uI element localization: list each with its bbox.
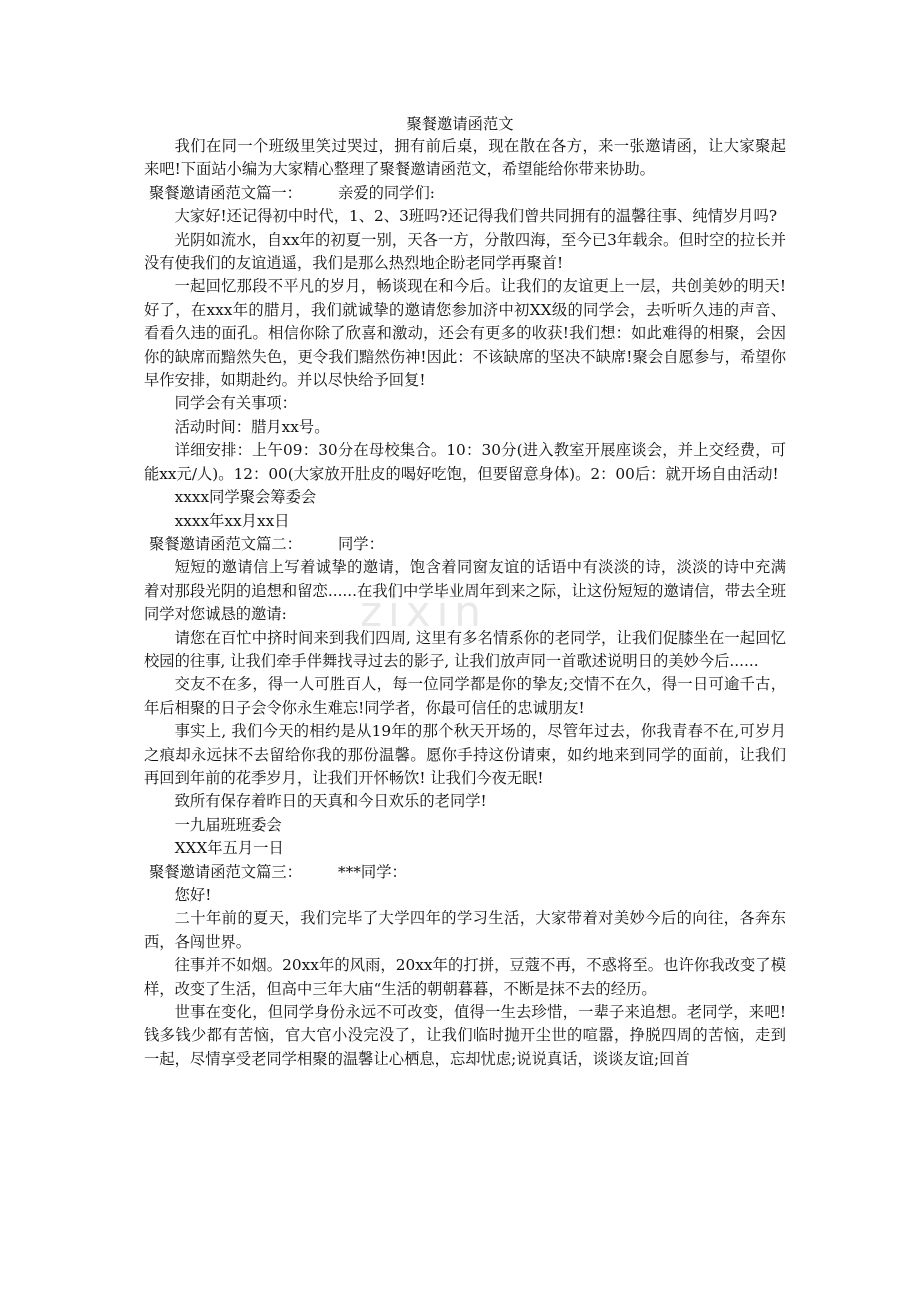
paragraph: 详细安排：上午09：30分在母校集合。10：30分(进入教室开展座谈会，并上交经费，可能xx元/人)。12：00(大家放开肚皮的喝好吃饱，但要留意身体)。2：00后：就开场自由活动! — [144, 441, 786, 483]
section-heading-1 — [144, 182, 786, 205]
signature: xxxx同学聚会筹委会 — [174, 488, 317, 507]
paragraph: 交友不在多，得一人可胜百人，每一位同学都是你的挚友;交情不在久，得一日可逾千古，年后相聚的日子会令你永生难忘!同学者，你最可信任的忠诚朋友! — [144, 675, 786, 717]
document-body — [144, 135, 786, 1071]
paragraph: 致所有保存着昨日的天真和今日欢乐的老同学! — [174, 792, 487, 811]
section-title: 聚餐邀请函范文篇三： — [149, 862, 302, 881]
section-heading-3 — [144, 861, 786, 884]
paragraph: 一起回忆那段不平凡的岁月，畅谈现在和今后。让我们的友谊更上一层，共创美妙的明天!好了，在xxx年的腊月，我们就诚挚的邀请您参加济中初XX级的同学会，去听听久违的声音、看看久违的面孔。相信你除了欣喜和激动，还会有更多的收获!我们想：如此难得的相聚，会因你的缺席而黯然失色，更令我们黯然伤神!因此：不该缺席的坚决不缺席!聚会自愿参与，希望你早作安排，如期赴约。并以尽快给予回复! — [144, 277, 786, 390]
paragraph: 往事并不如烟。20xx年的风雨，20xx年的打拼，豆蔻不再，不惑将至。也许你我改变了模样，改变了生活，但高中三年大庙“生活的朝朝暮暮，不断是抹不去的经历。 — [144, 956, 786, 998]
paragraph: 事实上, 我们今天的相约是从19年的那个秋天开场的，尽管年过去，你我青春不在,可岁月之痕却永远抹不去留给你我的那份温馨。愿你手持这份请柬，如约地来到同学的面前，让我们再回到年前的花季岁月，让我们开怀畅饮! 让我们今夜无眠! — [144, 722, 786, 787]
intro-paragraph: 我们在同一个班级里笑过哭过，拥有前后桌，现在散在各方，来一张邀请函，让大家聚起来吧!下面站小编为大家精心整理了聚餐邀请函范文，希望能给你带来协助。 — [144, 137, 786, 179]
section-heading-2 — [144, 533, 786, 556]
paragraph: 世事在变化，但同学身份永远不可改变，值得一生去珍惜，一辈子来追想。老同学，来吧!钱多钱少都有苦恼，官大官小没完没了，让我们临时抛开尘世的喧嚣，挣脱四周的苦恼，走到一起，尽情享受老同学相聚的温馨让心栖息，忘却忧虑;说说真话，谈谈友谊;回首 — [144, 1003, 786, 1068]
paragraph: 同学会有关事项： — [174, 394, 297, 413]
date: XXX年五月一日 — [174, 839, 284, 858]
signature: 一九届班班委会 — [174, 815, 282, 834]
paragraph: 大家好!还记得初中时代，1、2、3班吗?还记得我们曾共同拥有的温馨往事、纯情岁月吗? — [174, 207, 778, 226]
paragraph: 短短的邀请信上写着诚挚的邀请，饱含着同窗友谊的话语中有淡淡的诗，淡淡的诗中充满着对那段光阴的追想和留恋......在我们中学毕业周年到来之际，让这份短短的邀请信，带去全班同学对您诚恳的邀请: — [144, 558, 786, 624]
paragraph: 光阴如流水，自xx年的初夏一别，天各一方，分散四海，至今已3年载余。但时空的拉长并没有使我们的友谊逍遥，我们是那么热烈地企盼老同学再聚首! — [144, 230, 786, 273]
salutation: 亲爱的同学们: — [337, 183, 435, 202]
salutation: 同学： — [337, 534, 384, 553]
section-title: 聚餐邀请函范文篇一： — [149, 183, 302, 202]
watermark: zixin — [360, 587, 487, 636]
paragraph: 活动时间：腊月xx号。 — [174, 417, 330, 436]
date: xxxx年xx月xx日 — [174, 511, 290, 530]
document-title: 聚餐邀请函范文 — [406, 115, 514, 133]
section-title: 聚餐邀请函范文篇二： — [149, 534, 302, 553]
paragraph: 请您在百忙中挤时间来到我们四周, 这里有多名情系你的老同学，让我们促膝坐在一起回忆校园的往事, 让我们牵手伴舞找寻过去的影子, 让我们放声同一首歌述说明日的美妙今后...... — [144, 628, 786, 670]
paragraph: 您好! — [174, 886, 212, 904]
paragraph: 二十年前的夏天，我们完毕了大学四年的学习生活，大家带着对美妙今后的向往，各奔东西，各闯世界。 — [144, 909, 786, 951]
salutation: ***同学： — [337, 862, 407, 881]
